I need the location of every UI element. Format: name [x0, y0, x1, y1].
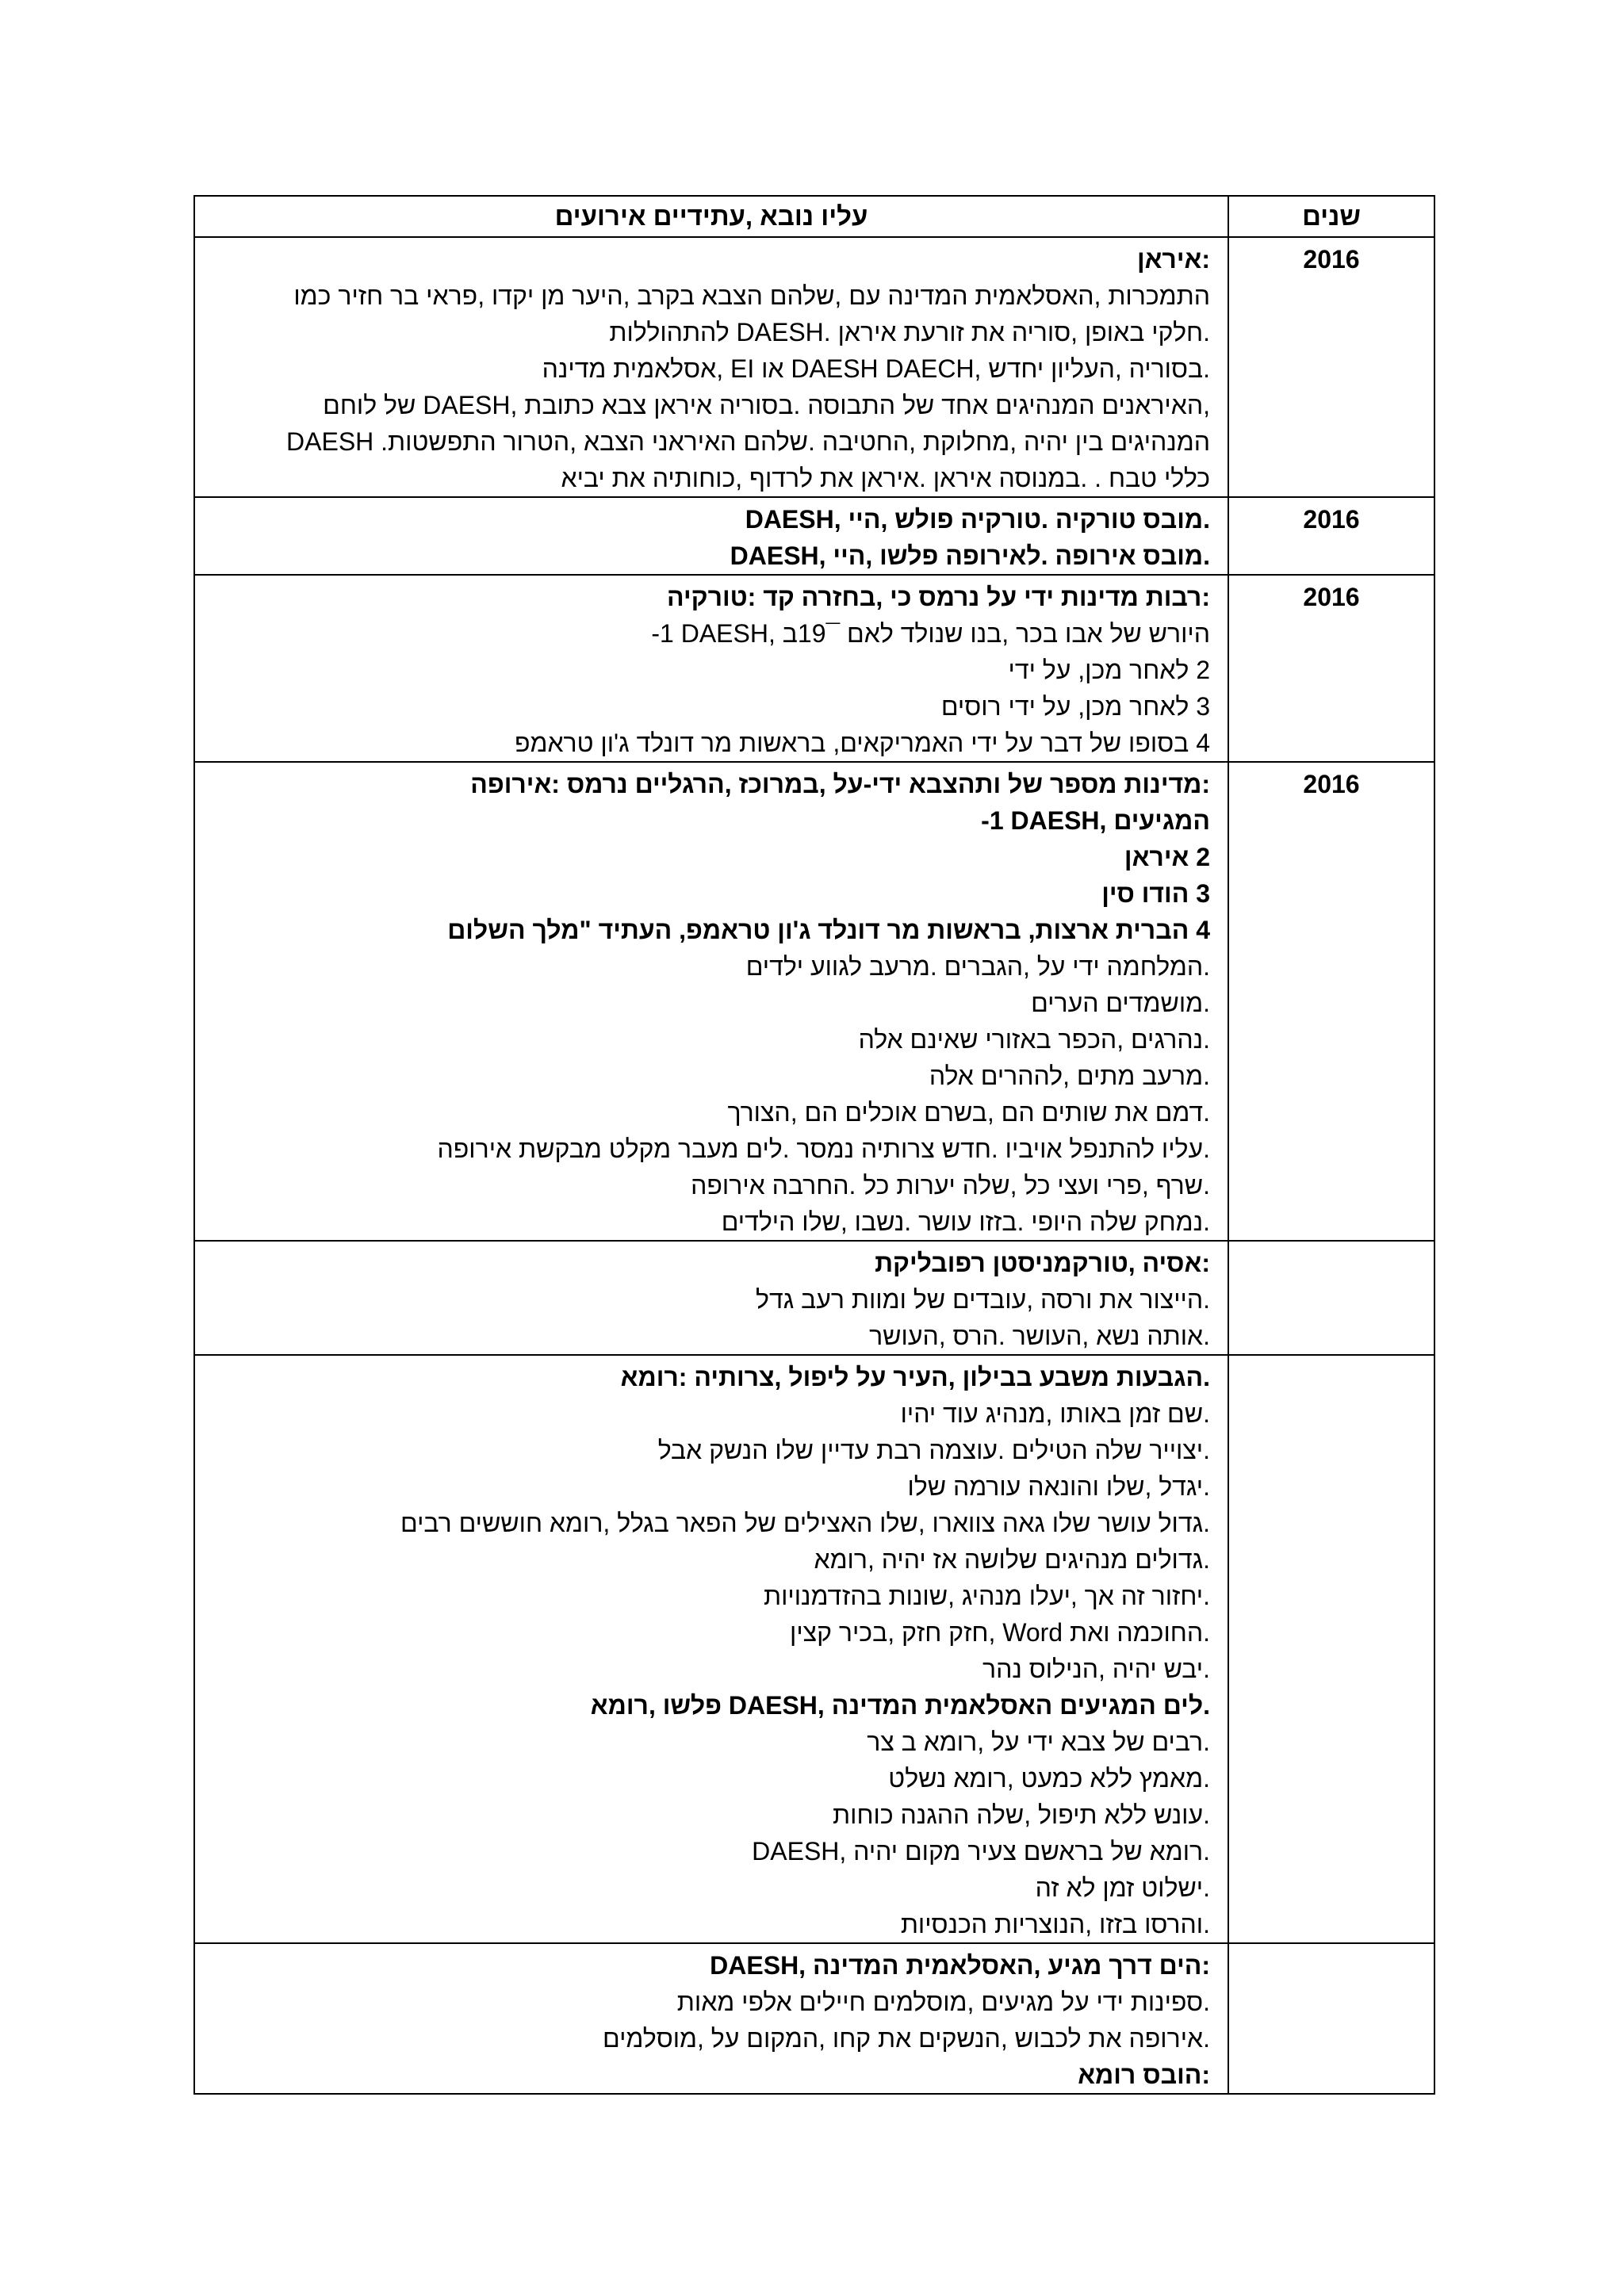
event-line: .המלחמה ידי על ,הגברים .מרעב לגווע ילדים	[745, 952, 1210, 981]
event-line: .הייצור את ורסה ,עובדים של ומוות רעב גדל	[756, 1285, 1210, 1314]
events-cell	[194, 762, 1228, 1241]
year-cell	[1228, 1355, 1434, 1943]
event-line: .מרעב מתים ,לההרים אלה	[929, 1062, 1210, 1090]
event-line: 2 איראן	[1124, 843, 1210, 871]
years-column-header: שנים	[1228, 196, 1434, 237]
year-cell	[1228, 1943, 1434, 2094]
table-row	[194, 237, 1434, 497]
year-cell	[1228, 575, 1434, 762]
event-line: כללי טבח . .במנוסה איראן .איראן את לרדוף ,כוחותיה את יביא	[561, 464, 1210, 492]
event-line: .ספינות ידי על מגיעים ,מוסלמים חיילים אלפי מאות	[676, 1988, 1210, 2016]
year-value: 2016	[1303, 770, 1360, 798]
year-value: 2016	[1303, 583, 1360, 611]
year-value	[1229, 1359, 1434, 1395]
event-line: .חלקי באופן ,סוריה את זורעת איראן .DAESH להתהוללות	[609, 318, 1210, 346]
table-row	[194, 1355, 1434, 1943]
event-line: .מאמץ ללא כמעט ,רומא נשלט	[888, 1764, 1210, 1793]
table-body	[194, 237, 1434, 2094]
table-row	[194, 575, 1434, 762]
event-line: .שם זמן באותו ,מנהיג עוד יהיו	[900, 1399, 1210, 1428]
event-line: .ישלוט זמן לא זה	[1035, 1873, 1210, 1902]
year-value: 2016	[1303, 505, 1360, 534]
event-line: .גדול עושר שלו גאה צווארו ,שלו האצילים של הפאר בגלל ,רומא חוששים רבים	[400, 1509, 1210, 1537]
events-cell	[194, 237, 1228, 497]
year-value	[1229, 1947, 1434, 1984]
event-line: .הגבעות משבע בבילון ,העיר על ליפול ,צרותיה :רומא	[620, 1363, 1210, 1391]
event-line: .והרסו בזזו ,הנוצריות הכנסיות	[900, 1910, 1210, 1938]
event-line: :הים דרך מגיע ,האסלאמית המדינה ,DAESH	[710, 1951, 1210, 1980]
event-line: .נמחק שלה היופי .בזזו עושר .נשבו ,שלו הילדים	[721, 1207, 1210, 1236]
table-header-row	[194, 196, 1434, 237]
event-line: :מדינות מספר של ותהצבא ידי-על ,במרוכז ,הרגליים נרמס :אירופה	[470, 770, 1210, 798]
event-line: .רומא של בראשם צעיר מקום יהיה ,DAESH	[752, 1837, 1210, 1866]
event-line: .יגדל ,שלו והונאה עורמה שלו	[907, 1472, 1210, 1501]
event-line: .מושמדים הערים	[1031, 989, 1210, 1017]
event-line: :איראן	[1136, 245, 1210, 274]
year-cell	[1228, 497, 1434, 575]
event-line: :הובס רומא	[1078, 2061, 1210, 2089]
event-line: .לים המגיעים האסלאמית המדינה ,DAESH פלשו ,רומא	[590, 1691, 1210, 1720]
event-line: 3 לאחר מכן, על ידי רוסים	[940, 692, 1210, 721]
events-cell	[194, 575, 1228, 762]
event-line: .יבש יהיה ,הנילוס נהר	[982, 1655, 1210, 1683]
event-line: .רבים של צבא ידי על ,רומא ב צר	[867, 1728, 1210, 1756]
event-line: .שרף ,פרי ועצי כל ,שלה יערות כל .החרבה אירופה	[691, 1171, 1210, 1200]
event-line: .יחזור זה אך ,יעלו מנהיג ,שונות בהזדמנויות	[763, 1582, 1210, 1610]
event-line: .גדולים מנהיגים שלושה אז יהיה ,רומא	[814, 1545, 1210, 1574]
year-cell	[1228, 762, 1434, 1241]
events-cell	[194, 1943, 1228, 2094]
event-line: -1 DAESH, המגיעים	[981, 806, 1210, 835]
event-line: 4 הברית ארצות, בראשות מר דונלד ג'ון טראמפ, העתיד "מלך השלום	[447, 916, 1210, 944]
event-line: :אסיה ,טורקמניסטן רפובליקת	[875, 1249, 1210, 1277]
table-row	[194, 1943, 1434, 2094]
events-table	[193, 195, 1435, 2095]
event-line: .החוכמה ואת Word ,חזק חזק ,בכיר קצין	[790, 1618, 1210, 1647]
year-value	[1229, 1245, 1434, 1281]
events-cell	[194, 1241, 1228, 1355]
event-line: .עליו להתנפל אויביו .חדש צרותיה נמסר .לים מעבר מקלט מבקשת אירופה	[437, 1135, 1210, 1163]
table-row	[194, 762, 1434, 1241]
table-row	[194, 497, 1434, 575]
event-line: 2 לאחר מכן, על ידי	[1008, 656, 1210, 684]
event-line: .מובס אירופה .לאירופה פלשו ,היי ,DAESH	[730, 541, 1210, 570]
event-line: .עונש ללא תיפול ,שלה ההגנה כוחות	[833, 1800, 1210, 1829]
event-line: .אותה נשא ,העושר .הרס ,העושר	[869, 1322, 1210, 1350]
events-cell	[194, 497, 1228, 575]
event-line: .בסוריה ,העליון יחדש ,DAESH DAECH או EI ,אסלאמית מדינה	[542, 354, 1210, 383]
event-line: .דמם את שותים הם ,בשרם אוכלים הם ,הצורך	[727, 1098, 1210, 1127]
event-line: ,האיראנים המנהיגים אחד של התבוסה .בסוריה איראן צבא כתובת ,DAESH של לוחם	[323, 391, 1210, 419]
event-line: DAESH .המנהיגים בין יהיה ,מחלוקת ,החטיבה .שלהם האיראני הצבא ,הטרור התפשטות	[286, 427, 1210, 456]
event-line: .נהרגים ,הכפר באזורי שאינם אלה	[858, 1025, 1210, 1054]
event-line: -1 DAESH, היורש של אבו בכר ,בנו שנולד לאם ¯19ב	[651, 619, 1210, 648]
event-line: .מובס טורקיה .טורקיה פולש ,היי ,DAESH	[745, 505, 1210, 534]
year-value: 2016	[1303, 245, 1360, 274]
event-line: :רבות מדינות ידי על נרמס כי ,בחזרה קד :טורקיה	[667, 583, 1210, 611]
events-column-header: עליו נובא ,עתידיים אירועים	[194, 196, 1228, 237]
year-cell	[1228, 1241, 1434, 1355]
year-cell	[1228, 237, 1434, 497]
event-line: 3 הודו סין	[1101, 879, 1210, 908]
events-cell	[194, 1355, 1228, 1943]
event-line: .יצוייר שלה הטילים .עוצמה רבת עדיין שלו הנשק אבל	[657, 1436, 1210, 1464]
event-line: 4 בסופו של דבר על ידי האמריקאים, בראשות מר דונלד ג'ון טראמפ	[514, 729, 1210, 757]
event-line: התמכרות ,האסלאמית המדינה עם ,שלהם הצבא בקרב ,היער מן יקדו ,פראי בר חזיר כמו	[293, 281, 1210, 310]
event-line: .אירופה את לכבוש ,הנשקים את קחו ,המקום על ,מוסלמים	[603, 2024, 1210, 2053]
table-row	[194, 1241, 1434, 1355]
